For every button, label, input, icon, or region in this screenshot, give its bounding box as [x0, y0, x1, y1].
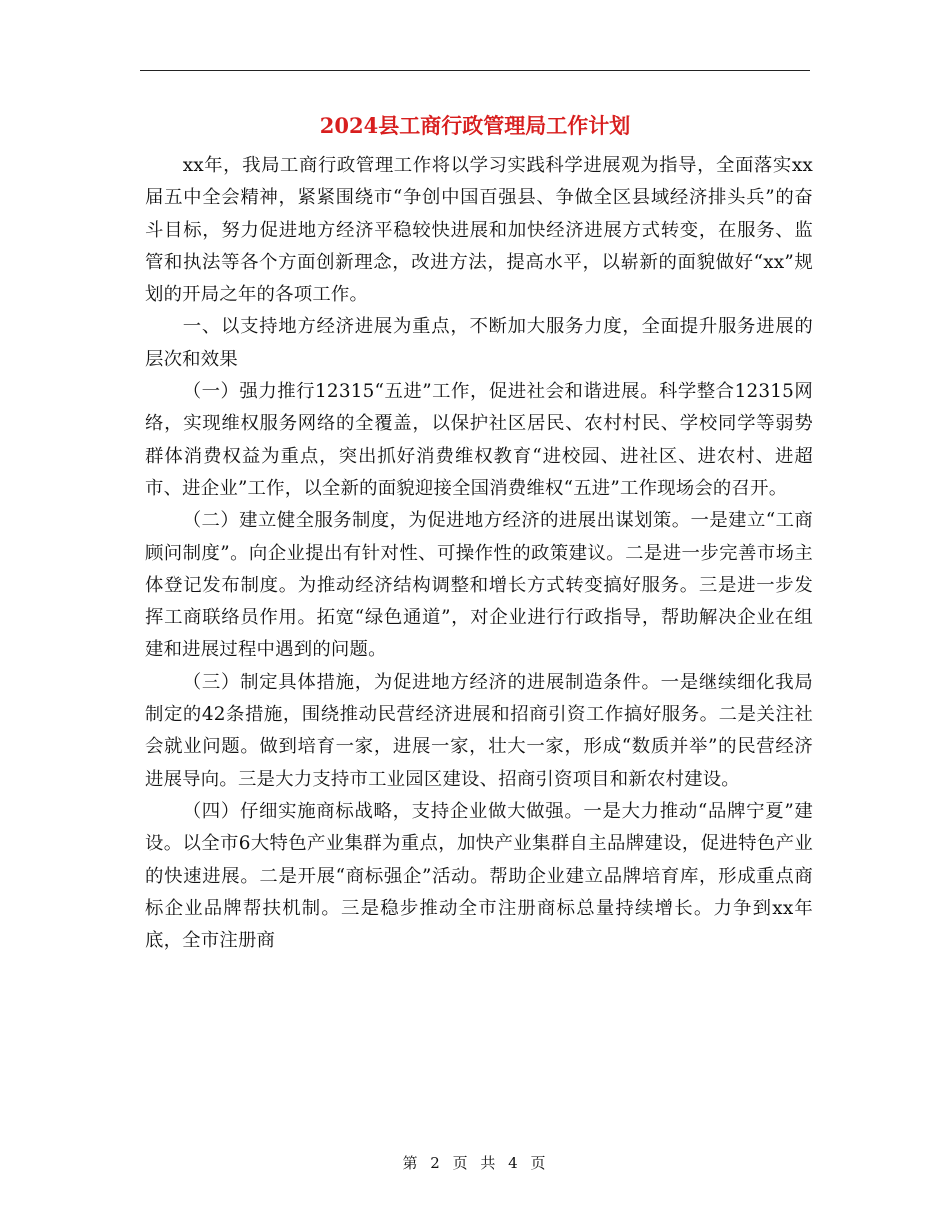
page-number: 第 2 页 共 4 页 — [402, 1154, 548, 1172]
section-heading-1: 一、以支持地方经济进展为重点，不断加大服务力度，全面提升服务进展的层次和效果 — [145, 316, 813, 370]
document-title: 2024县工商行政管理局工作计划 — [319, 113, 631, 138]
paragraph-item-2: （二）建立健全服务制度，为促进地方经济的进展出谋划策。一是建立“工商顾问制度”。向企业提出有针对性、可操作性的政策建议。二是进一步完善市场主体登记发布制度。为推动经济结构调整和增长方式转变搞好服务。三是进一步发挥工商联络员作用。拓宽“绿色通道”，对企业进行行政指导，帮助解决企业在组建和进展过程中遇到的问题。 — [145, 510, 813, 661]
paragraph-item-1: （一）强力推行12315“五进”工作，促进社会和谐进展。科学整合12315网络，实现维权服务网络的全覆盖，以保护社区居民、农村村民、学校同学等弱势群体消费权益为重点，突出抓好消费维权教育“进校园、进社区、进农村、进超市、进企业”工作，以全新的面貌迎接全国消费维权“五进”工作现场会的召开。 — [145, 381, 813, 499]
document-body — [145, 150, 813, 957]
header-rule — [140, 70, 810, 71]
paragraph-item-3: （三）制定具体措施，为促进地方经济的进展制造条件。一是继续细化我局制定的42条措施，围绕推动民营经济进展和招商引资工作搞好服务。二是关注社会就业问题。做到培育一家，进展一家，壮大一家，形成“数质并举”的民营经济进展导向。三是大力支持市工业园区建设、招商引资项目和新农村建设。 — [145, 671, 813, 790]
paragraph-intro: xx年，我局工商行政管理工作将以学习实践科学进展观为指导，全面落实xx届五中全会精神，紧紧围绕市“争创中国百强县、争做全区县域经济排头兵”的奋斗目标，努力促进地方经济平稳较快进展和加快经济进展方式转变，在服务、监管和执法等各个方面创新理念，改进方法，提高水平，以崭新的面貌做好“xx”规划的开局之年的各项工作。 — [145, 155, 813, 306]
paragraph-item-4: （四）仔细实施商标战略，支持企业做大做强。一是大力推动“品牌宁夏”建设。以全市6大特色产业集群为重点，加快产业集群自主品牌建设，促进特色产业的快速进展。二是开展“商标强企”活动。帮助企业建立品牌培育库，形成重点商标企业品牌帮扶机制。三是稳步推动全市注册商标总量持续增长。力争到xx年底，全市注册商 — [145, 800, 813, 952]
